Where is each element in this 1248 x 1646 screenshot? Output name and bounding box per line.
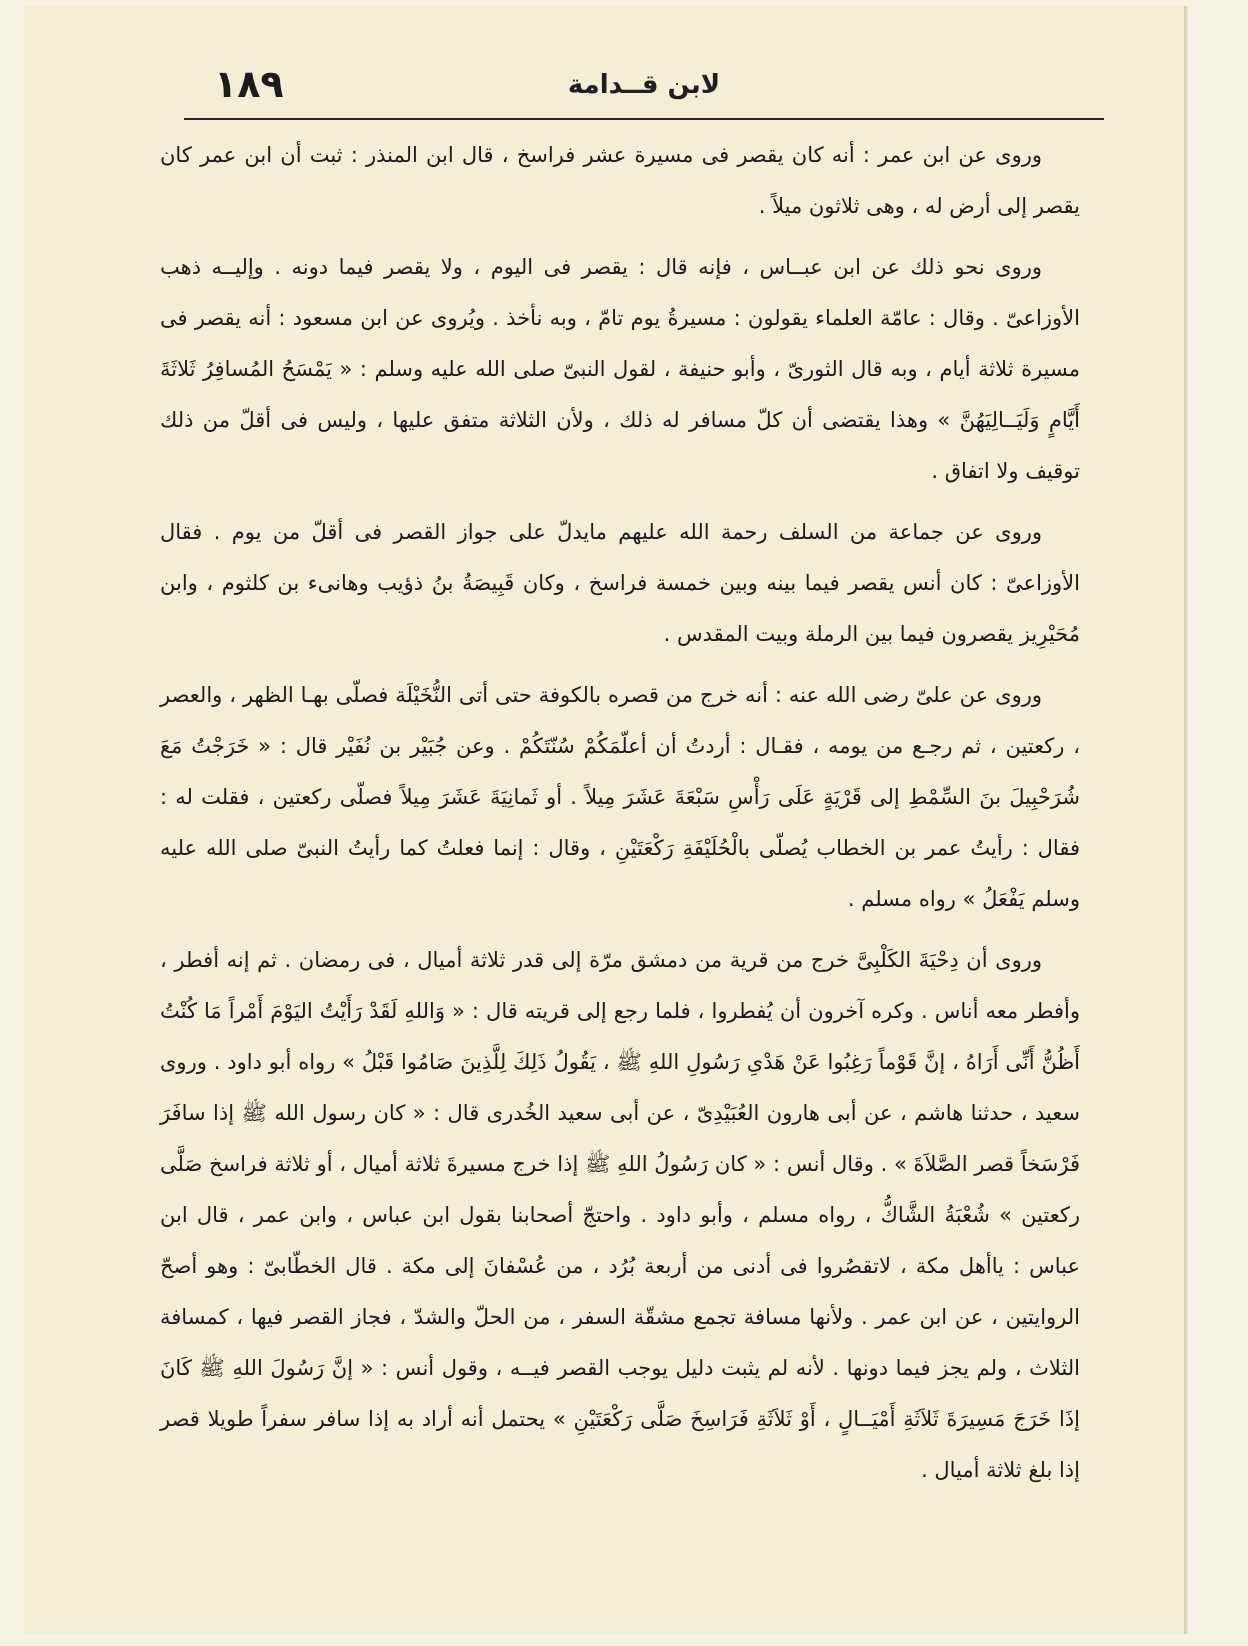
paragraph: وروى عن جماعة من السلف رحمة الله عليهم مايدلّ على جواز القصر فى أقلّ من يوم . فقال الأوزاعىّ : كان أنس يقصر فيما بينه وبين خمسة فراسخ ، وكان قَبِيصَةُ بنُ ذؤيب وهانىء بن كلثوم ، وابن مُحَيْرِيز يقصرون فيما بين الرملة وبيت المقدس .: [160, 520, 1080, 646]
paragraph: وروى عن ابن عمر : أنه كان يقصر فى مسيرة عشر فراسخ ، قال ابن المنذر : ثبت أن ابن عمر كان يقصر إلى أرض له ، وهى ثلاثون ميلاً .: [160, 143, 1080, 218]
paragraph: وروى عن علىّ رضى الله عنه : أنه خرج من قصره بالكوفة حتى أتى النُّخَيْلَة فصلّى بهـا الظهر ، والعصر ، ركعتين ، ثم رجـع من يومه ، فقـال : أردتُ أن أعلّمَكُمْ سُنّتَكُمْ . وعن جُبَيْر بن نُفَيْر قال : « خَرَجْتُ مَعَ شُرَحْبِيلَ بنَ السِّمْطِ إلى قَرْيَةٍ عَلَى رَأْسِ سَبْعَةَ عَشَرَ مِيلاً . أو ثَمانِيَةَ عَشَرَ مِيلاً فصلّى ركعتين ، فقلت له : فقال : رأيتُ عمر بن الخطاب يُصلّى بالْحُلَيْفَةِ رَكْعَتَيْنِ ، وقال : إنما فعلتُ كما رأيتُ النبىّ صلى الله عليه وسلم يَفْعَلُ » رواه مسلم .: [160, 683, 1080, 911]
paragraph: وروى نحو ذلك عن ابن عبــاس ، فإنه قال : يقصر فى اليوم ، ولا يقصر فيما دونه . وإليــه ذهب الأوزاعىّ . وقال : عامّة العلماء يقولون : مسيرةُ يوم تامّ ، وبه نأخذ . ويُروى عن ابن مسعود : أنه يقصر فى مسيرة ثلاثة أيام ، وبه قال الثورىّ ، وأبو حنيفة ، لقول النبىّ صلى الله عليه وسلم : « يَمْسَحُ المُسافِرُ ثَلاثَةَ أَيَّامٍ وَلَيَــالِيَهُنَّ » وهذا يقتضى أن كلّ مسافر له ذلك ، ولأن الثلاثة متفق عليها ، وليس فى أقلّ من ذلك توقيف ولا اتفاق .: [160, 255, 1080, 483]
paragraph: وروى أن دِحْيَةَ الكَلْبِىَّ خرج من قرية من دمشق مرّة إلى قدر ثلاثة أميال ، فى رمضان . ثم إنه أفطر ، وأفطر معه أناس . وكره آخرون أن يُفطروا ، فلما رجع إلى قريته قال : « وَاللهِ لَقَدْ رَأَيْتُ اليَوْمَ أَمْراً مَا كُنْتُ أَظُنُّ أَنِّى أَرَاهُ ، إنَّ قَوْماً رَغِبُوا عَنْ هَدْىِ رَسُولِ اللهِ ﷺ ، يَقُولُ ذَلِكَ لِلَّذِينَ صَامُوا قَبْلُ » رواه أبو داود . وروى سعيد ، حدثنا هاشم ، عن أبى هارون العُبَيْدِىّ ، عن أبى سعيد الخُدرى قال : « كان رسول الله ﷺ إذا سافَرَ فَرْسَخاً قصر الصَّلاَةَ » . وقال أنس : « كان رَسُولُ اللهِ ﷺ إذا خرج مسيرةَ ثلاثة أميال ، أو ثلاثة فراسخ صَلَّى ركعتين » شُعْبَةُ الشَّاكُّ ، رواه مسلم ، وأبو داود . واحتجّ أصحابنا بقول ابن عباس ، وابن عمر ، قال ابن عباس : ياأهل مكة ، لاتقصُروا فى أدنى من أربعة بُرُد ، من عُسْفانَ إلى مكة . قال الخطّابىّ : وهو أصحّ الروايتين ، عن ابن عمر . ولأنها مسافة تجمع مشقّة السفر ، من الحلّ والشدّ ، فجاز القصر فيها ، كمسافة الثلاث ، ولم يجز فيما دونها . لأنه لم يثبت دليل يوجب القصر فيــه ، وقول أنس : « إنَّ رَسُولَ اللهِ ﷺ كَانَ إذَا خَرَجَ مَسِيرَةَ ثَلاَثَةِ أَمْيَــالٍ ، أَوْ ثَلاَثَةِ فَرَاسِخَ صَلَّى رَكْعَتَيْنِ » يحتمل أنه أراد به إذا سافر سفراً طويلا قصر إذا بلغ ثلاثة أميال .: [160, 948, 1080, 1482]
page-header: [184, 56, 1104, 120]
page-number: ١٨٩: [214, 62, 284, 106]
running-title: لابن قــدامة: [567, 70, 721, 100]
body-text: [160, 130, 1080, 1506]
